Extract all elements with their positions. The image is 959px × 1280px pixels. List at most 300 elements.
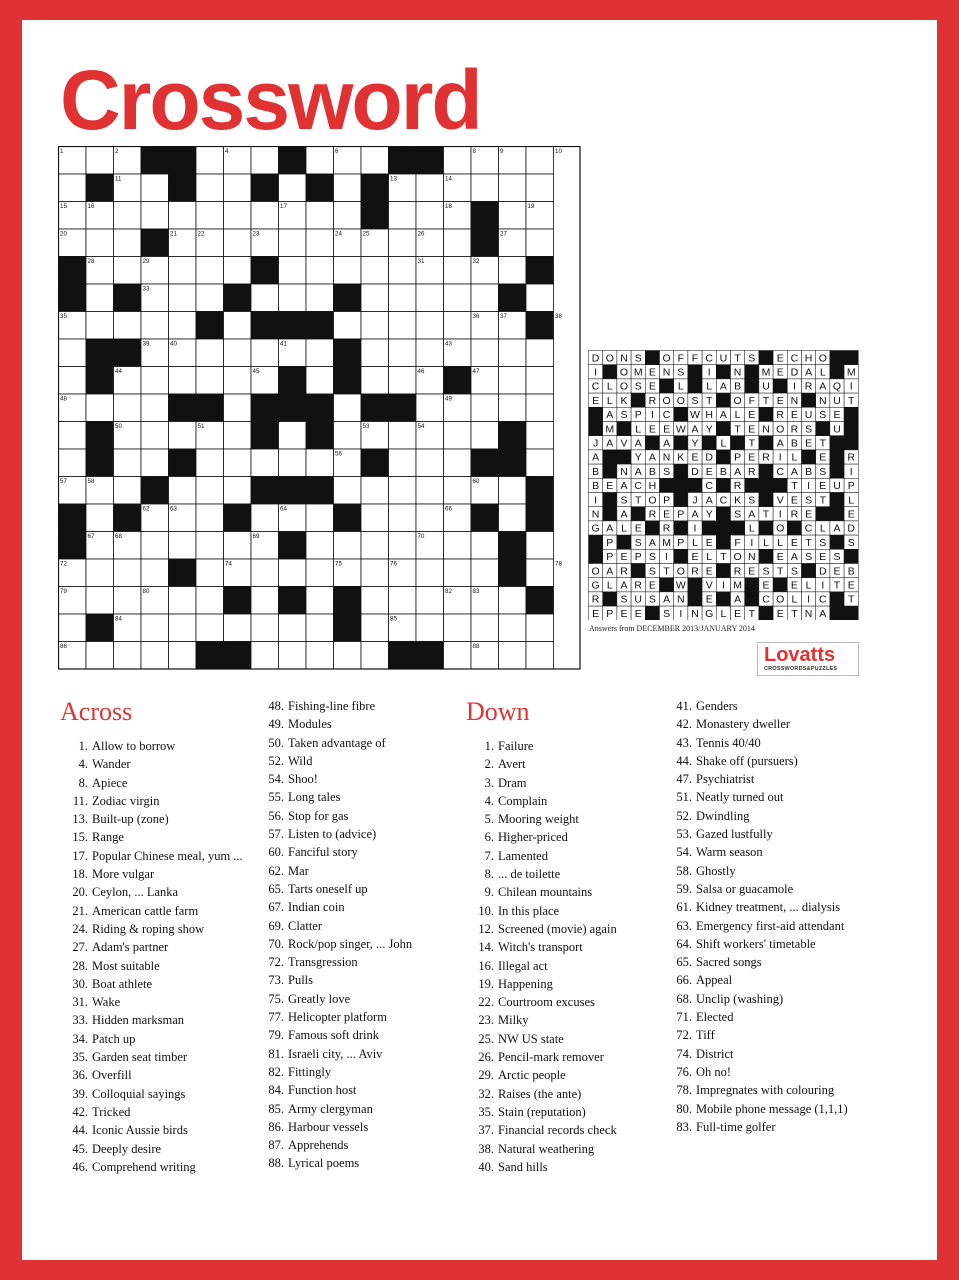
grid-cell[interactable] <box>526 367 554 395</box>
solution-letter: R <box>762 451 770 464</box>
grid-cell[interactable] <box>389 477 417 505</box>
grid-cell[interactable] <box>196 284 224 312</box>
grid-cell[interactable] <box>169 367 197 395</box>
grid-cell[interactable] <box>361 367 389 395</box>
solution-letter: C <box>819 593 827 606</box>
grid-cell[interactable] <box>114 394 142 422</box>
clue-item <box>60 1103 243 1121</box>
solution-block <box>759 549 773 563</box>
clue-item-number: 27. <box>72 940 88 955</box>
grid-cell[interactable] <box>416 449 444 477</box>
grid-cell[interactable] <box>196 477 224 505</box>
clue-item-text: Illegal act <box>498 958 548 973</box>
grid-cell[interactable] <box>251 614 279 642</box>
grid-cell[interactable] <box>279 284 307 312</box>
grid-cell[interactable] <box>334 477 362 505</box>
solution-block <box>745 592 759 606</box>
solution-letter: V <box>705 579 713 592</box>
grid-cell[interactable] <box>416 614 444 642</box>
clue-item-text: Zodiac virgin <box>92 793 160 808</box>
grid-cell[interactable] <box>499 367 527 395</box>
solution-letter: S <box>648 593 656 606</box>
grid-cell[interactable] <box>389 532 417 560</box>
grid-cell[interactable] <box>251 587 279 615</box>
grid-cell[interactable] <box>361 312 389 340</box>
solution-letter: B <box>805 465 813 478</box>
grid-cell[interactable] <box>251 504 279 532</box>
grid-cell[interactable] <box>224 477 252 505</box>
grid-cell[interactable] <box>526 284 554 312</box>
grid-cell[interactable] <box>59 339 87 367</box>
clue-item-text: Lamented <box>498 848 548 863</box>
clue-item-number: 13. <box>72 812 88 827</box>
grid-cell[interactable] <box>416 394 444 422</box>
grid-cell[interactable] <box>361 614 389 642</box>
solution-letter: L <box>692 536 698 549</box>
grid-cell[interactable] <box>361 559 389 587</box>
grid-cell[interactable] <box>361 284 389 312</box>
solution-block <box>773 478 787 492</box>
grid-cell[interactable] <box>334 202 362 230</box>
grid-cell[interactable] <box>361 587 389 615</box>
grid-cell[interactable] <box>499 587 527 615</box>
solution-letter: E <box>648 366 656 379</box>
grid-cell[interactable] <box>389 449 417 477</box>
solution-letter: S <box>805 494 813 507</box>
grid-cell[interactable] <box>416 559 444 587</box>
clue-number: 63 <box>170 505 177 513</box>
grid-cell[interactable] <box>361 532 389 560</box>
grid-cell[interactable] <box>444 449 472 477</box>
grid-cell[interactable] <box>526 339 554 367</box>
clue-item-text: Arctic people <box>498 1068 566 1083</box>
grid-cell[interactable] <box>86 559 114 587</box>
grid-cell[interactable] <box>279 559 307 587</box>
solution-letter: R <box>790 508 799 521</box>
solution-letter: N <box>733 366 742 379</box>
grid-cell[interactable] <box>141 174 169 202</box>
clue-item <box>60 993 243 1011</box>
grid-cell[interactable] <box>224 339 252 367</box>
grid-cell[interactable] <box>251 284 279 312</box>
grid-cell[interactable] <box>279 174 307 202</box>
grid-cell[interactable] <box>444 422 472 450</box>
solution-letter: A <box>663 437 671 450</box>
clue-number: 67 <box>87 533 95 540</box>
clue-item-number: 50. <box>268 735 284 750</box>
solution-letter: R <box>648 508 657 521</box>
grid-cell[interactable] <box>389 229 417 257</box>
grid-cell[interactable] <box>59 367 87 395</box>
grid-cell[interactable] <box>499 257 527 285</box>
clue-number: 25 <box>362 230 370 238</box>
grid-cell[interactable] <box>526 394 554 422</box>
grid-cell[interactable] <box>416 284 444 312</box>
clue-item <box>670 917 848 935</box>
clue-item-number: 41. <box>676 699 692 713</box>
grid-cell[interactable] <box>251 202 279 230</box>
grid-cell[interactable] <box>416 587 444 615</box>
grid-cell[interactable] <box>59 174 87 202</box>
grid-cell[interactable] <box>306 559 334 587</box>
grid-cell[interactable] <box>86 229 114 257</box>
clue-item-number: 88. <box>268 1156 284 1171</box>
solution-letter: E <box>776 394 784 407</box>
grid-cell[interactable] <box>114 477 142 505</box>
grid-cell[interactable] <box>279 449 307 477</box>
grid-cell[interactable] <box>334 394 362 422</box>
clue-item <box>466 1140 617 1158</box>
grid-cell[interactable] <box>471 532 499 560</box>
grid-cell[interactable] <box>306 339 334 367</box>
grid-cell[interactable] <box>141 532 169 560</box>
grid-cell[interactable] <box>306 532 334 560</box>
grid-cell[interactable] <box>86 394 114 422</box>
grid-cell[interactable] <box>114 642 142 670</box>
grid-cell[interactable] <box>196 614 224 642</box>
grid-cell[interactable] <box>306 284 334 312</box>
grid-cell[interactable] <box>389 504 417 532</box>
grid-cell[interactable] <box>114 449 142 477</box>
grid-cell[interactable] <box>526 174 554 202</box>
grid-cell[interactable] <box>279 614 307 642</box>
grid-cell[interactable] <box>86 147 114 175</box>
grid-cell[interactable] <box>306 614 334 642</box>
clue-item <box>262 697 412 715</box>
solution-letter: Y <box>691 437 699 450</box>
grid-cell[interactable] <box>196 504 224 532</box>
grid-cell[interactable] <box>389 587 417 615</box>
solution-letter: N <box>591 508 600 521</box>
solution-letter: O <box>619 366 629 379</box>
clue-item-number: 54. <box>676 845 692 860</box>
grid-cell[interactable] <box>114 229 142 257</box>
grid-cell[interactable] <box>251 339 279 367</box>
grid-cell[interactable] <box>306 229 334 257</box>
grid-cell[interactable] <box>306 202 334 230</box>
clue-item-text: Genders <box>696 699 738 713</box>
grid-cell[interactable] <box>389 312 417 340</box>
grid-cell[interactable] <box>169 587 197 615</box>
grid-cell[interactable] <box>279 642 307 670</box>
grid-cell[interactable] <box>361 147 389 175</box>
grid-cell[interactable] <box>306 449 334 477</box>
solution-letter: T <box>847 394 855 407</box>
grid-cell[interactable] <box>471 339 499 367</box>
grid-cell[interactable] <box>306 147 334 175</box>
grid-cell[interactable] <box>224 312 252 340</box>
clue-item-text: Screened (movie) again <box>498 921 617 936</box>
grid-cell[interactable] <box>196 257 224 285</box>
grid-cell[interactable] <box>196 559 224 587</box>
solution-letter: A <box>833 522 841 535</box>
grid-cell[interactable] <box>499 174 527 202</box>
grid-cell[interactable] <box>499 202 527 230</box>
grid-cell[interactable] <box>334 532 362 560</box>
grid-cell[interactable] <box>169 477 197 505</box>
grid-cell[interactable] <box>169 202 197 230</box>
grid-cell[interactable] <box>444 284 472 312</box>
grid-cell[interactable] <box>114 312 142 340</box>
grid-cell[interactable] <box>141 614 169 642</box>
solution-letter: E <box>805 437 813 450</box>
grid-cell[interactable] <box>389 202 417 230</box>
clue-item <box>60 1066 243 1084</box>
clue-item-text: Lyrical poems <box>288 1156 360 1171</box>
grid-cell[interactable] <box>59 422 87 450</box>
grid-cell[interactable] <box>251 642 279 670</box>
grid-cell[interactable] <box>416 477 444 505</box>
solution-block <box>844 606 858 620</box>
grid-cell[interactable] <box>196 202 224 230</box>
grid-cell[interactable] <box>389 284 417 312</box>
grid-cell[interactable] <box>526 229 554 257</box>
solution-block <box>745 578 759 592</box>
clue-number: 51 <box>197 423 205 430</box>
grid-cell[interactable] <box>526 147 554 175</box>
clue-item <box>262 990 412 1008</box>
grid-cell[interactable] <box>499 339 527 367</box>
grid-block <box>279 394 307 422</box>
solution-letter: F <box>677 352 685 365</box>
grid-cell[interactable] <box>114 202 142 230</box>
grid-block <box>444 367 472 395</box>
grid-cell[interactable] <box>141 202 169 230</box>
clue-number: 44 <box>115 368 122 375</box>
down-clues-column-1 <box>466 697 617 1176</box>
clue-item-text: Transgression <box>288 955 358 970</box>
clue-item-text: Famous soft drink <box>288 1028 379 1043</box>
grid-cell[interactable] <box>361 339 389 367</box>
grid-cell[interactable] <box>444 614 472 642</box>
solution-letter: S <box>634 352 642 365</box>
grid-cell[interactable] <box>169 532 197 560</box>
clue-item <box>60 1048 243 1066</box>
grid-cell[interactable] <box>499 477 527 505</box>
grid-cell[interactable] <box>471 394 499 422</box>
grid-cell[interactable] <box>444 229 472 257</box>
grid-cell[interactable] <box>526 614 554 642</box>
grid-cell[interactable] <box>389 367 417 395</box>
clue-item-number: 61. <box>676 900 692 915</box>
grid-cell[interactable] <box>141 367 169 395</box>
solution-block <box>802 393 816 407</box>
grid-cell[interactable] <box>114 559 142 587</box>
solution-block <box>631 564 645 578</box>
grid-cell[interactable] <box>86 587 114 615</box>
grid-block <box>59 504 87 532</box>
grid-cell[interactable] <box>361 504 389 532</box>
clue-item-number: 34. <box>72 1031 88 1046</box>
grid-cell[interactable] <box>224 174 252 202</box>
grid-cell[interactable] <box>86 284 114 312</box>
grid-cell[interactable] <box>416 339 444 367</box>
grid-cell[interactable] <box>224 367 252 395</box>
grid-cell[interactable] <box>59 449 87 477</box>
clue-item-text: Israeli city, ... Aviv <box>288 1046 383 1061</box>
clue-item-text: Deeply desire <box>92 1141 162 1156</box>
grid-cell[interactable] <box>224 449 252 477</box>
grid-cell[interactable] <box>224 202 252 230</box>
solution-block <box>844 436 858 450</box>
solution-block <box>759 606 773 620</box>
grid-cell[interactable] <box>334 257 362 285</box>
clue-number: 84 <box>115 615 122 623</box>
clue-item-number: 26. <box>478 1050 494 1065</box>
grid-cell[interactable] <box>526 449 554 477</box>
grid-cell[interactable] <box>389 339 417 367</box>
grid-cell[interactable] <box>499 614 527 642</box>
grid-cell[interactable] <box>416 312 444 340</box>
grid-cell[interactable] <box>471 614 499 642</box>
clue-number: 54 <box>417 423 425 430</box>
grid-cell[interactable] <box>169 257 197 285</box>
clue-item-text: More vulgar <box>92 867 155 882</box>
clue-number: 88 <box>472 643 480 650</box>
grid-cell[interactable] <box>196 147 224 175</box>
grid-cell[interactable] <box>169 312 197 340</box>
grid-cell[interactable] <box>141 642 169 670</box>
solution-letter: D <box>790 366 799 379</box>
grid-cell[interactable] <box>169 422 197 450</box>
clue-number: 69 <box>252 533 260 540</box>
clue-item <box>262 770 412 788</box>
solution-block <box>716 393 730 407</box>
grid-cell[interactable] <box>444 559 472 587</box>
clue-item <box>262 935 412 953</box>
grid-cell[interactable] <box>141 559 169 587</box>
grid-cell[interactable] <box>169 614 197 642</box>
solution-letter: S <box>648 565 656 578</box>
grid-cell[interactable] <box>526 422 554 450</box>
grid-cell[interactable] <box>389 422 417 450</box>
grid-cell[interactable] <box>306 257 334 285</box>
grid-cell[interactable] <box>444 532 472 560</box>
grid-cell[interactable] <box>86 642 114 670</box>
grid-cell[interactable] <box>416 202 444 230</box>
solution-letter: M <box>633 366 643 379</box>
grid-cell[interactable] <box>279 422 307 450</box>
grid-cell[interactable] <box>471 559 499 587</box>
solution-letter: C <box>634 480 642 493</box>
solution-block <box>830 351 844 365</box>
solution-letter: O <box>676 394 685 407</box>
clue-item-text: Adam's partner <box>92 940 169 955</box>
clue-number: 47 <box>472 368 480 375</box>
grid-cell[interactable] <box>444 147 472 175</box>
grid-cell[interactable] <box>334 642 362 670</box>
grid-cell[interactable] <box>444 477 472 505</box>
grid-cell[interactable] <box>526 642 554 670</box>
grid-cell[interactable] <box>361 257 389 285</box>
grid-cell[interactable] <box>169 284 197 312</box>
grid-cell[interactable] <box>334 174 362 202</box>
solution-letter: C <box>662 409 671 422</box>
grid-cell[interactable] <box>444 257 472 285</box>
grid-cell[interactable] <box>196 587 224 615</box>
grid-cell[interactable] <box>499 504 527 532</box>
grid-cell[interactable] <box>141 312 169 340</box>
grid-cell[interactable] <box>59 614 87 642</box>
grid-cell[interactable] <box>224 257 252 285</box>
grid-cell[interactable] <box>416 174 444 202</box>
grid-cell[interactable] <box>444 642 472 670</box>
grid-cell[interactable] <box>499 394 527 422</box>
grid-cell[interactable] <box>251 559 279 587</box>
grid-cell[interactable] <box>526 559 554 587</box>
solution-letter: B <box>847 565 855 578</box>
grid-cell[interactable] <box>361 642 389 670</box>
grid-cell[interactable] <box>279 229 307 257</box>
grid-cell[interactable] <box>141 394 169 422</box>
grid-cell[interactable] <box>114 587 142 615</box>
grid-cell[interactable] <box>86 312 114 340</box>
grid-cell[interactable] <box>169 642 197 670</box>
clue-item <box>60 883 243 901</box>
grid-cell[interactable] <box>251 449 279 477</box>
grid-cell[interactable] <box>416 504 444 532</box>
grid-cell[interactable] <box>224 229 252 257</box>
crossword-grid[interactable] <box>58 146 588 672</box>
solution-letter: L <box>763 536 769 549</box>
grid-cell[interactable] <box>471 284 499 312</box>
grid-cell[interactable] <box>471 174 499 202</box>
solution-letter: W <box>675 423 686 436</box>
solution-letter: A <box>663 593 671 606</box>
grid-cell[interactable] <box>499 642 527 670</box>
grid-cell[interactable] <box>361 477 389 505</box>
solution-letter: I <box>778 508 782 521</box>
solution-letter: U <box>762 380 770 393</box>
grid-cell[interactable] <box>196 174 224 202</box>
grid-cell[interactable] <box>224 614 252 642</box>
grid-cell[interactable] <box>306 367 334 395</box>
grid-cell[interactable] <box>141 422 169 450</box>
grid-cell[interactable] <box>389 257 417 285</box>
grid-cell[interactable] <box>471 422 499 450</box>
clue-item <box>262 1008 412 1026</box>
grid-cell[interactable] <box>86 504 114 532</box>
grid-cell[interactable] <box>334 422 362 450</box>
grid-cell[interactable] <box>279 257 307 285</box>
grid-cell[interactable] <box>196 532 224 560</box>
grid-cell[interactable] <box>306 587 334 615</box>
solution-block <box>688 592 702 606</box>
solution-letter: P <box>606 551 614 564</box>
grid-cell[interactable] <box>114 257 142 285</box>
grid-cell[interactable] <box>224 422 252 450</box>
solution-letter: N <box>662 366 671 379</box>
grid-cell[interactable] <box>526 532 554 560</box>
grid-cell[interactable] <box>306 642 334 670</box>
grid-cell[interactable] <box>251 147 279 175</box>
solution-letter: V <box>620 437 628 450</box>
solution-block <box>830 365 844 379</box>
grid-cell[interactable] <box>196 449 224 477</box>
grid-cell[interactable] <box>444 312 472 340</box>
grid-cell[interactable] <box>196 367 224 395</box>
grid-cell[interactable] <box>334 312 362 340</box>
grid-cell[interactable] <box>224 394 252 422</box>
grid-cell[interactable] <box>306 504 334 532</box>
grid-cell[interactable] <box>141 449 169 477</box>
grid-cell[interactable] <box>224 532 252 560</box>
solution-letter: E <box>734 607 742 620</box>
grid-block <box>224 587 252 615</box>
grid-cell[interactable] <box>196 339 224 367</box>
solution-letter: E <box>634 607 642 620</box>
solution-block <box>617 535 631 549</box>
